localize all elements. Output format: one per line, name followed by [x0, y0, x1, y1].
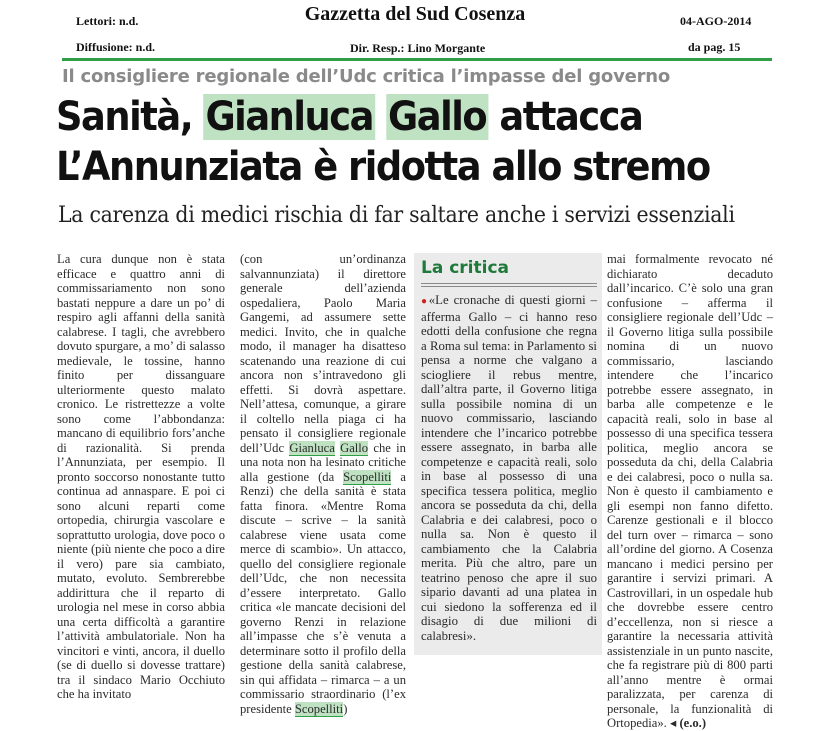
- readers-count: Lettori: n.d.: [76, 14, 139, 28]
- highlight-name-first: Gianluca: [289, 440, 335, 455]
- header-divider: [62, 58, 772, 61]
- highlight-scopelliti-1: Scopelliti: [343, 469, 392, 484]
- sidebar-box-text: [421, 293, 597, 643]
- article-column-4: [607, 252, 773, 731]
- author-signature: (e.o.): [679, 716, 707, 730]
- headline-name-first: Gianluca: [205, 94, 373, 140]
- headline-post: attacca: [488, 94, 643, 140]
- headline-line-2: L’Annunziata è ridotta allo stremo: [56, 144, 710, 190]
- newspaper-name: Gazzetta del Sud Cosenza: [304, 3, 526, 25]
- sidebar-box-title: La critica: [421, 258, 510, 278]
- sidebar-box-rule-2: [421, 286, 597, 287]
- highlight-name-last: Gallo: [340, 440, 369, 455]
- headline-name-last: Gallo: [388, 94, 487, 140]
- director: Dir. Resp.: Lino Morgante: [350, 41, 486, 55]
- article-column-2: [240, 252, 406, 716]
- sidebar-box-body: «Le cronache di questi giorni – afferma Gallo – ci hanno reso edotti della confusione che regna a Roma sul tema: in Parlamento si pensa a norme che valgano a sciogliere il rebus mentre, dall’altra parte, il Governo litiga sulla possibile nomina di un nuovo commissario, lasciando intendere che l’incarico potrebbe essere assegnato, in barba alle competenze e capacità reali, solo in base al possesso di una specifica tessera politica, meglio ancora se posseduta da chi, della Calabria e dei calabresi, poco o nulla sa. Non è questo il cambiamento che la Calabria merita. Più che altro, pare un teatrino penoso che apre il suo sipario davanti ad una platea in cui siedono la sofferenza ed il disagio di due milioni di calabresi».: [421, 293, 597, 643]
- page-number: da pag. 15: [688, 40, 741, 54]
- publication-date: 04-AGO-2014: [680, 14, 752, 28]
- column-2-part-c: a Renzi) che della sanità è stata fatta finora. «Mentre Roma discute – scrive – la sanità calabrese viene usata come merce di scambio». Un attacco, quello del consigliere regionale dell’Udc, che non necessita d’essere interpretato. Gallo critica «le mancate decisioni del governo Renzi in relazione all’impasse che s’è venuta a determinare sotto il profilo della gestione della sanità calabrese, sin qui affidata – rimarca – a un commissario straordinario (l’ex presidente: [240, 469, 406, 716]
- column-2-part-d: ): [343, 701, 348, 716]
- column-2-text: [240, 252, 406, 716]
- headline-pre: Sanità,: [56, 94, 204, 140]
- headline-line-1: [56, 94, 642, 140]
- article-column-1: [57, 252, 225, 702]
- circulation: Diffusione: n.d.: [76, 40, 156, 54]
- end-mark-icon: ◂: [669, 716, 677, 730]
- bullet-dot-icon: ●: [421, 296, 429, 307]
- kicker: Il consigliere regionale dell’Udc critica l’impasse del governo: [62, 66, 671, 87]
- subheadline: La carenza di medici rischia di far saltare anche i servizi essenziali: [58, 203, 735, 228]
- column-4-text: [607, 252, 773, 731]
- column-2-part-b: che in una nota non ha lesinato critiche alla gestione (da: [240, 440, 406, 484]
- highlight-scopelliti-2: Scopelliti: [294, 701, 344, 716]
- sidebar-box-rule: [421, 283, 597, 284]
- column-4-body: mai formalmente revocato né dichiarato decaduto dall’incarico. C’è solo una gran confusione – afferma il consigliere regionale dell’Udc – il Governo litiga sulla possibile nomina di un nuovo commissario, lasciando intendere che l’incarico potrebbe essere assegnato, in barba alle competenze e le capacità reali, solo in base al possesso di una specifica tessera politica, meglio ancora se posseduta da chi, della Calabria e dei calabresi, poco o nulla sa. Non è questo il cambiamento e gli esempi non fanno difetto. Carenze gestionali e il blocco del turn over – rimarca – sono all’ordine del giorno. A Cosenza mancano i medici persino per garantire i servizi primari. A Castrovillari, in un ospedale hub che dovrebbe essere centro d’eccellenza, non si riesce a garantire la necessaria attività assistenziale in un punto nascite, che fa registrare più di 800 parti all’anno mentre è ormai paralizzata, per carenza di personale, la funzionalità di Ortopedia».: [607, 252, 773, 730]
- column-2-part-a: (con un’ordinanza salvannunziata) il direttore generale dell’azienda ospedaliera, Paolo Maria Gangemi, ad assumere sette medici. Invito, che in qualche modo, il manager ha disatteso scatenando una reazione di cui ancora non s’intravedono gli effetti. Si dovrà aspettare. Nell’attesa, comunque, a girare il coltello nella piaga ci ha pensato il consigliere regionale dell’Udc: [240, 252, 406, 455]
- column-1-text: La cura dunque non è stata efficace e quattro anni di commissariamento non sono bastati neppure a dare un po’ di respiro agli affanni della sanità calabrese. I tagli, che avrebbero dovuto spurgare, a mo’ di salasso medievale, le tossine, hanno finito per dissanguare ulteriormente questo malato cronico. Le ristrettezze a volte sono come l’abbondanza: mancano di equilibrio fors’anche di razionalità. Si prenda l’Annunziata, per esempio. Il pronto soccorso nonostante tutto continua ad annaspare. E poi ci sono alcuni reparti come ortopedia, chirurgia vascolare e soprattutto urologia, dove poco o niente (più niente che poco a dire il vero) pare sia cambiato, mutato, evoluto. Sembrerebbe addirittura che il reparto di urologia nel mese in corso abbia una certa difficoltà a garantire l’attività ambulatoriale. Non ha vincitori e vinti, ancora, il duello (se di duello si dovesse trattare) tra il sindaco Mario Occhiuto che ha invitato: [57, 252, 225, 701]
